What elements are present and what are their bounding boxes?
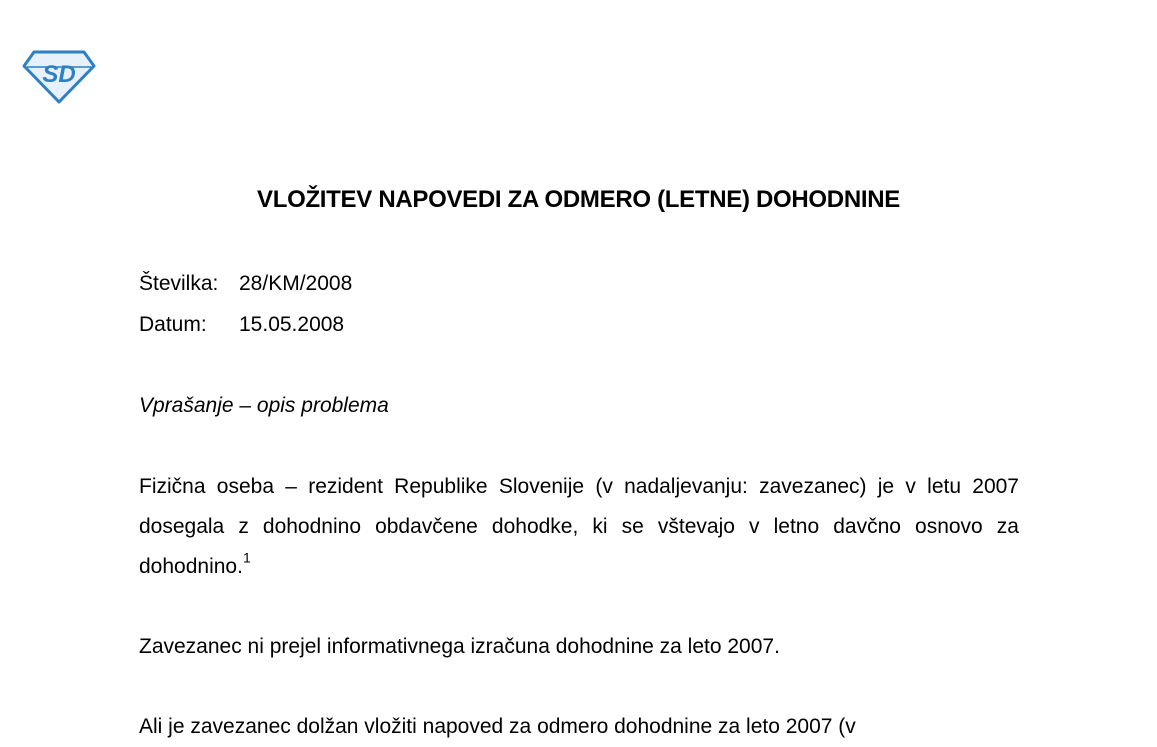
logo-text: SD (42, 61, 76, 88)
sd-shield-logo-icon (22, 48, 96, 104)
paragraph-3: Ali je zavezanec dolžan vložiti napoved za odmero dohodnine za leto 2007 (v (139, 715, 856, 738)
date-row (139, 311, 344, 339)
number-value: 28/KM/2008 (239, 272, 353, 295)
document-title: VLOŽITEV NAPOVEDI ZA ODMERO (LETNE) DOHODNINE (257, 186, 900, 213)
question-heading: Vprašanje – opis problema (139, 394, 389, 417)
number-label: Številka: (139, 272, 219, 295)
paragraph-1-text: Fizična oseba – rezident Republike Slovenije (v nadaljevanju: zavezanec) je v letu 2007 dosegala z dohodnino obdavčene dohodke, ki se vštevajo v letno davčno osnovo za dohodnino. (139, 475, 1019, 578)
footnote-ref[interactable]: 1 (242, 549, 251, 566)
number-row (139, 270, 352, 298)
date-value: 15.05.2008 (239, 313, 345, 336)
paragraph-1 (139, 467, 1019, 587)
paragraph-2: Zavezanec ni prejel informativnega izračuna dohodnine za leto 2007. (139, 635, 780, 658)
date-label: Datum: (139, 313, 207, 336)
